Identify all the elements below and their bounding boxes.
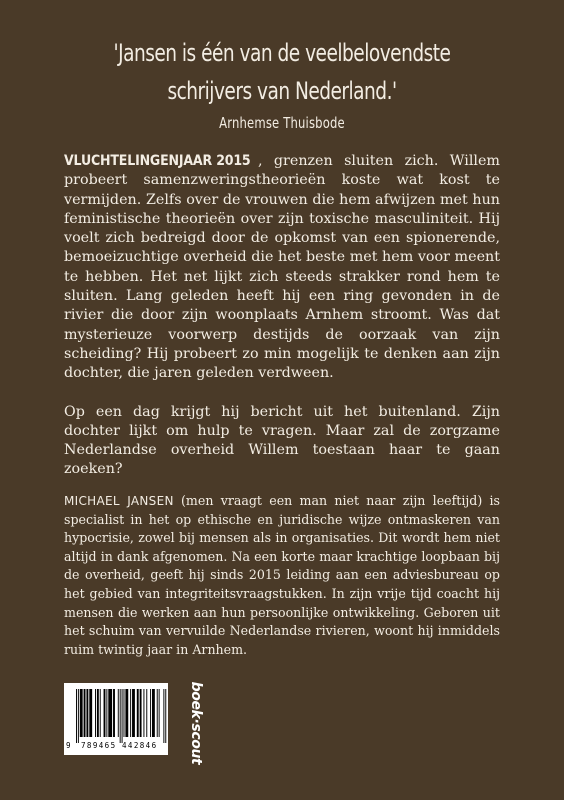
blurb-lead: VLUCHTELINGENJAAR 2015	[64, 153, 251, 169]
quote-source: Arnhemse Thuisbode	[219, 114, 345, 132]
barcode-right-group: 442846	[122, 741, 158, 750]
author-bio-text: (men vraagt een man niet naar zijn leeftijd) is specialist in het op ethische en juridische wijze ontmaskeren van hypocrisie, zowel bij mensen als in organisaties. Dit wordt hem niet altijd in dank afgenomen. Na een korte maar krachtige loopbaan bij de overheid, geeft hij sinds 2015 leiding aan een adviesbureau op het gebied van integriteitsvraagstukken. In zijn vrije tijd coacht hij mensen die werken aan hun persoonlijke ontwikkeling. Geboren uit het schuim van vervuilde Nederlandse rivieren, woont hij inmiddels ruim twintig jaar in Arnhem.	[64, 493, 500, 657]
review-quote	[0, 34, 564, 134]
publisher-logo	[186, 673, 206, 773]
barcode-bars	[64, 683, 168, 743]
barcode-left-group: 789465	[81, 741, 117, 750]
publisher-logo-text: boek·scout	[188, 681, 204, 765]
isbn-barcode	[64, 683, 168, 755]
barcode-digits	[64, 739, 168, 753]
blurb-paragraph-1	[64, 152, 500, 384]
blurb-paragraph-2: Op een dag krijgt hij bericht uit het buitenland. Zijn dochter lijkt om hulp te vragen. Maar zal de zorgzame Nederlandse overheid Willem toestaan haar te gaan zoeken?	[64, 403, 500, 478]
author-bio	[64, 492, 500, 659]
book-blurb	[64, 152, 500, 499]
barcode-first-digit: 9	[66, 741, 71, 750]
blurb-paragraph-1-text: , grenzen sluiten zich. Willem probeert samenzweringstheorieën koste wat kost te vermijden. Zelfs over de vrouwen die hem afwijzen met hun feministische theorieën over zijn toxische masculiniteit. Hij voelt zich bedreigd door de opkomst van een spionerende, bemoeizuchtige overheid die het beste met hem voor meent te hebben. Het net lijkt zich steeds strakker rond hem te sluiten. Lang geleden heeft hij een ring gevonden in de rivier die door zijn woonplaats Arnhem stroomt. Was dat mysterieuze voorwerp destijds de oorzaak van zijn scheiding? Hij probeert zo min mogelijk te denken aan zijn dochter, die jaren geleden verdween.	[64, 153, 500, 382]
author-name: MICHAEL JANSEN	[64, 494, 174, 508]
quote-line-1: 'Jansen is één van de veelbelovendste	[113, 39, 451, 67]
quote-line-2: schrijvers van Nederland.'	[167, 77, 397, 105]
